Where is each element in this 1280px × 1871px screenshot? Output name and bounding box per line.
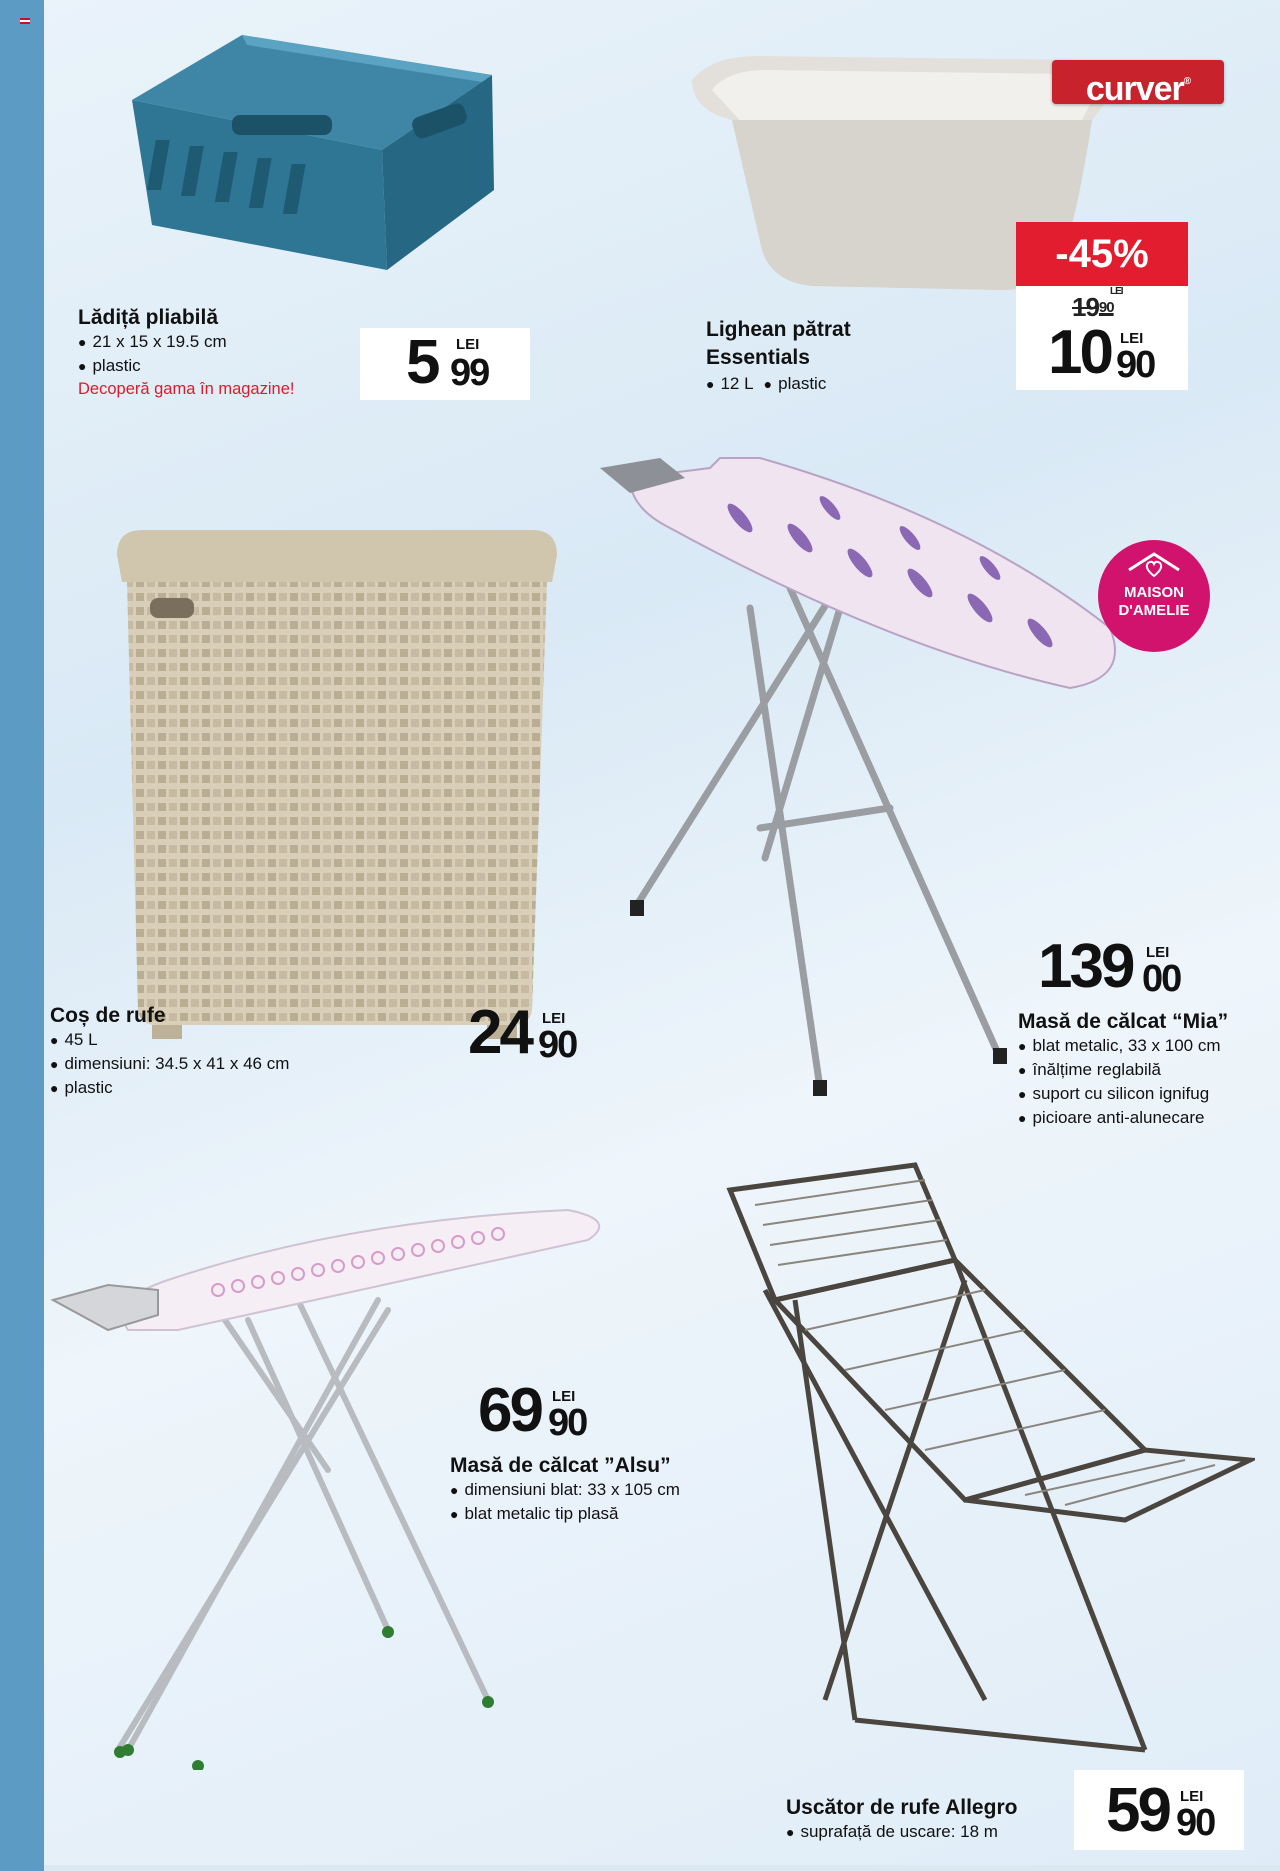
price-decimals: 90 bbox=[1116, 344, 1155, 386]
product-spec: ● picioare anti-alunecare bbox=[1018, 1108, 1205, 1127]
product-spec: ● plastic bbox=[50, 1078, 113, 1097]
left-accent-bar bbox=[0, 0, 44, 1871]
price-decimals: 00 bbox=[1142, 958, 1181, 1000]
price-whole: 24 bbox=[468, 998, 531, 1067]
price-whole: 139 bbox=[1038, 932, 1133, 1001]
product-spec: ● suport cu silicon ignifug bbox=[1018, 1084, 1210, 1103]
price-tag bbox=[1106, 1776, 1215, 1845]
product-title: Masă de călcat “Mia” bbox=[1018, 1010, 1229, 1033]
price-decimals: 90 bbox=[548, 1402, 587, 1444]
heart-house-icon bbox=[1124, 550, 1184, 580]
drying-rack-allegro-image bbox=[725, 1160, 1255, 1770]
price-currency: LEI bbox=[552, 1388, 576, 1405]
price-currency: LEI bbox=[1146, 944, 1170, 961]
price-currency: LEI bbox=[1120, 330, 1144, 347]
curver-logo: curver® bbox=[1052, 60, 1224, 104]
price-tag bbox=[468, 998, 577, 1067]
price-whole: 69 bbox=[478, 1376, 541, 1445]
price-box bbox=[360, 328, 530, 400]
product-title: Uscător de rufe Allegro bbox=[786, 1796, 1018, 1819]
old-price: 1990 LEI bbox=[1072, 286, 1123, 322]
product-title: Lighean pătrat bbox=[706, 318, 851, 341]
price-decimals: 90 bbox=[538, 1024, 577, 1066]
price-decimals: 90 bbox=[1176, 1802, 1215, 1844]
price-whole: 59 bbox=[1106, 1776, 1169, 1845]
product-spec: ● dimensiuni: 34.5 x 41 x 46 cm bbox=[50, 1054, 290, 1073]
price-tag bbox=[406, 328, 489, 397]
product-title: Coș de rufe bbox=[50, 1004, 166, 1027]
product-spec: ● blat metalic tip plasă bbox=[450, 1504, 619, 1523]
product-spec: ● blat metalic, 33 x 100 cm bbox=[1018, 1036, 1221, 1055]
price-tag bbox=[1048, 318, 1155, 387]
price-decimals: 99 bbox=[450, 352, 489, 394]
product-title: Essentials bbox=[706, 346, 810, 369]
promo-text: Decoperă gama în magazine! bbox=[78, 380, 295, 398]
product-title: Lădiță pliabilă bbox=[78, 306, 219, 329]
discount-badge: -45% bbox=[1016, 222, 1188, 286]
price-currency: LEI bbox=[542, 1010, 566, 1027]
price-whole: 5 bbox=[406, 328, 438, 397]
product-spec: ● înălțime reglabilă bbox=[1018, 1060, 1161, 1079]
price-currency: LEI bbox=[456, 336, 480, 353]
maison-amelie-logo: MAISON D'AMELIE bbox=[1098, 540, 1210, 652]
folding-crate-image bbox=[122, 20, 502, 275]
product-title: Masă de călcat ”Alsu” bbox=[450, 1454, 671, 1477]
price-tag bbox=[1038, 932, 1181, 1001]
product-spec: ● 21 x 15 x 19.5 cm bbox=[78, 332, 227, 351]
product-spec: ● 45 L bbox=[50, 1030, 98, 1049]
product-spec: ● suprafață de uscare: 18 m bbox=[786, 1822, 998, 1841]
price-whole: 10 bbox=[1048, 318, 1111, 387]
product-spec: ● dimensiuni blat: 33 x 105 cm bbox=[450, 1480, 680, 1499]
laundry-basket-image bbox=[112, 520, 562, 1040]
price-currency: LEI bbox=[1180, 1788, 1204, 1805]
romania-flag-icon bbox=[20, 18, 30, 24]
bottom-edge bbox=[44, 1865, 1280, 1871]
product-spec: ● 12 L ● plastic bbox=[706, 374, 827, 393]
price-tag bbox=[478, 1376, 587, 1445]
product-spec: ● plastic bbox=[78, 356, 141, 375]
